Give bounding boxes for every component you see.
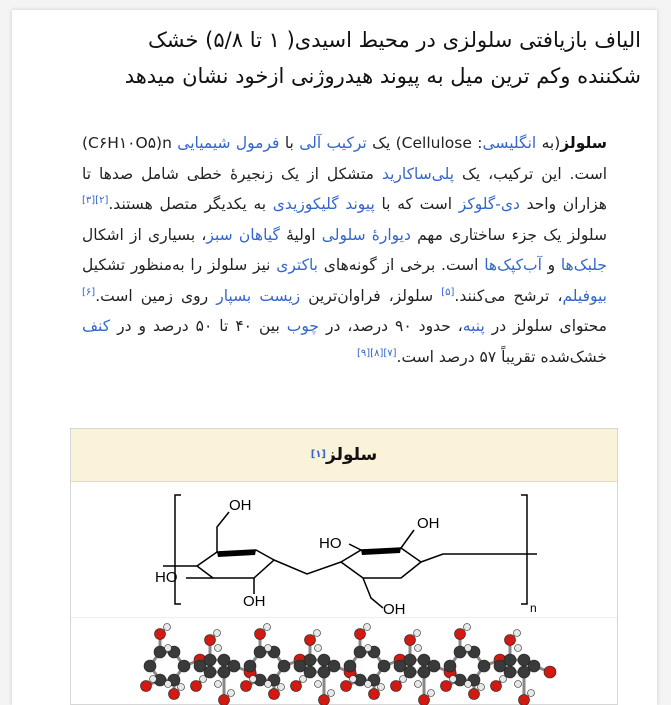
- model-atom: [464, 624, 471, 631]
- link-d-glucose[interactable]: دی-گلوکز: [458, 195, 520, 213]
- right-bracket: [521, 495, 527, 604]
- model-atom: [205, 635, 216, 646]
- label-subscript-n: n: [530, 601, 537, 615]
- reference-link[interactable]: [۵]: [441, 286, 455, 298]
- article-text: خشک‌شده تقریباً ۵۷ درصد است.: [396, 347, 607, 366]
- model-atom: [218, 666, 230, 678]
- article-text: متشکل از یک زنجیرهٔ خطی شامل صدها تا هزاران واحد: [82, 164, 607, 213]
- model-atom: [504, 654, 516, 666]
- model-atom: [278, 660, 290, 672]
- article-paragraph: [82, 128, 607, 372]
- label-oh-top-right: OH: [417, 515, 440, 532]
- label-ho-left: HO: [155, 569, 178, 586]
- model-atom: [250, 676, 257, 683]
- article-term: سلولز: [560, 134, 608, 152]
- model-atom: [191, 681, 202, 692]
- model-atom: [215, 645, 222, 652]
- model-atom: [355, 629, 366, 640]
- article-text: است. برخی از گونه‌های: [318, 256, 485, 274]
- model-atom: [378, 660, 390, 672]
- structure-formula-svg: [71, 482, 617, 617]
- model-atom: [219, 695, 230, 705]
- model-atom: [454, 646, 466, 658]
- model-atom: [465, 645, 472, 652]
- model-atom: [354, 646, 366, 658]
- article-text: (به: [536, 134, 561, 152]
- link-oomycetes[interactable]: آب‌کپک‌ها: [484, 256, 542, 274]
- model-atom: [391, 681, 402, 692]
- model-atom: [344, 660, 356, 672]
- chain-bond-right: [421, 554, 537, 562]
- article-text: سلولز یک جزء ساختاری مهم: [410, 225, 607, 244]
- model-atom: [469, 689, 480, 700]
- model-atom: [178, 660, 190, 672]
- label-oh-top-left: OH: [229, 497, 252, 514]
- model-atom: [444, 660, 456, 672]
- link-hemp[interactable]: کنف: [82, 317, 111, 335]
- model-atom: [419, 695, 430, 705]
- link-cotton[interactable]: پنبه: [462, 317, 485, 335]
- article-text: بین ۴۰ تا ۵۰ درصد و در: [110, 317, 287, 335]
- model-atom: [415, 681, 422, 688]
- ch2oh-bond-right: [363, 578, 383, 608]
- model-atom: [200, 676, 207, 683]
- link-polysaccharide[interactable]: پلی‌ساکارید: [381, 164, 455, 183]
- link-biofilm[interactable]: بیوفیلم: [562, 286, 607, 305]
- label-ho-mid: HO: [319, 535, 342, 552]
- model-atom: [141, 681, 152, 692]
- model-atom: [418, 666, 430, 678]
- glycosidic-link: [274, 560, 341, 574]
- left-bracket: [175, 495, 181, 604]
- page-frame: [12, 10, 657, 705]
- model-atom: [164, 624, 171, 631]
- model-atom: [369, 689, 380, 700]
- infobox: [70, 428, 618, 705]
- model-atom: [519, 695, 530, 705]
- model-atom: [478, 660, 490, 672]
- cellulose-structure-diagram: [71, 482, 617, 617]
- model-atom: [269, 689, 280, 700]
- model-atom: [455, 629, 466, 640]
- model-atom: [414, 630, 421, 637]
- article-text: و: [541, 256, 561, 274]
- model-atom: [204, 666, 216, 678]
- question-line-2: شکننده وکم ترین میل به پیوند هیدروژنی ازخود نشان میدهد: [124, 64, 641, 88]
- model-atom: [155, 629, 166, 640]
- model-atom: [150, 676, 157, 683]
- model-atom: [514, 630, 521, 637]
- question-text: [30, 22, 641, 94]
- link-english[interactable]: انگلیسی: [482, 134, 537, 152]
- model-atom: [291, 681, 302, 692]
- model-atom: [215, 681, 222, 688]
- model-atom: [365, 681, 372, 688]
- article-text: سلولز، فراوان‌ترین: [300, 286, 442, 305]
- model-atom: [169, 689, 180, 700]
- model-atom: [504, 666, 516, 678]
- question-line-1: الیاف بازیافتی سلولزی در محیط اسیدی( ۱ تا ۵/۸) خشک: [147, 28, 641, 52]
- model-atom: [465, 681, 472, 688]
- article-text: روی زمین است.: [95, 286, 217, 305]
- link-glycosidic-bond[interactable]: پیوند گلیکوزیدی: [272, 195, 375, 213]
- model-atom: [404, 654, 416, 666]
- model-atom: [405, 635, 416, 646]
- article-text: است. این ترکیب، یک: [454, 164, 607, 183]
- model-atom: [505, 635, 516, 646]
- article-text: است که با: [374, 195, 459, 213]
- ball-stick-model-svg: [71, 618, 617, 705]
- model-atom: [350, 676, 357, 683]
- link-bacteria[interactable]: باکتری: [276, 256, 318, 274]
- model-atom: [478, 684, 485, 691]
- model-atom: [328, 690, 335, 697]
- model-atom: [404, 666, 416, 678]
- model-atom: [244, 660, 256, 672]
- model-atom: [491, 681, 502, 692]
- article-text: ، بسیاری از اشکال: [82, 225, 207, 244]
- reference-link[interactable]: [۷][۸][۹]: [356, 347, 397, 359]
- link-algae[interactable]: جلبک‌ها: [560, 256, 607, 274]
- model-atom: [450, 676, 457, 683]
- model-atom: [315, 681, 322, 688]
- model-atom: [400, 676, 407, 683]
- model-atom: [314, 630, 321, 637]
- label-oh-bottom-right: OH: [383, 601, 406, 617]
- model-atom: [241, 681, 252, 692]
- model-atom: [441, 681, 452, 692]
- link-cell-wall[interactable]: دیوارهٔ سلولی: [321, 225, 411, 244]
- model-atom: [254, 646, 266, 658]
- model-atom: [500, 676, 507, 683]
- cellulose-ball-stick-model: [71, 617, 617, 705]
- article-text: با: [279, 134, 300, 152]
- model-atom: [214, 630, 221, 637]
- model-atom: [319, 695, 330, 705]
- model-atom: [165, 645, 172, 652]
- model-atom: [264, 624, 271, 631]
- model-atom: [265, 681, 272, 688]
- article-text: اولیهٔ: [279, 225, 322, 244]
- model-atom: [341, 681, 352, 692]
- link-chemical-formula[interactable]: فرمول شیمیایی: [177, 134, 280, 152]
- model-atom: [415, 645, 422, 652]
- model-atom: [255, 629, 266, 640]
- article-text: ، حدود ۹۰ درصد، در: [318, 317, 463, 335]
- model-atom: [165, 681, 172, 688]
- model-atom: [515, 681, 522, 688]
- article-text: نیز سلولز را به‌منظور تشکیل: [82, 256, 277, 274]
- model-atom: [544, 666, 556, 678]
- reference-link[interactable]: [۶]: [82, 286, 96, 298]
- model-atom: [515, 645, 522, 652]
- model-atom: [178, 684, 185, 691]
- label-oh-bottom-left: OH: [243, 593, 266, 610]
- model-atom: [154, 646, 166, 658]
- model-atom: [144, 660, 156, 672]
- oh-bond-right-top: [401, 530, 414, 548]
- model-atom: [518, 666, 530, 678]
- model-atom: [304, 654, 316, 666]
- model-atom: [378, 684, 385, 691]
- infobox-reference-link[interactable]: [۱]: [310, 449, 326, 460]
- model-atom: [365, 645, 372, 652]
- link-wood[interactable]: چوب: [286, 317, 319, 335]
- chemical-formula: (C۶H۱۰O۵)n: [82, 134, 172, 152]
- link-organic-compound[interactable]: ترکیب آلی: [299, 134, 367, 152]
- reference-link[interactable]: [۲][۳]: [82, 194, 109, 206]
- link-green-plants[interactable]: گیاهان سبز: [206, 225, 280, 244]
- link-biopolymer[interactable]: زیست بسپار: [216, 286, 301, 305]
- article-text: محتوای سلولز در: [484, 317, 607, 335]
- model-atom: [278, 684, 285, 691]
- model-atom: [305, 635, 316, 646]
- model-atom: [228, 690, 235, 697]
- model-atom: [364, 624, 371, 631]
- model-atom: [428, 690, 435, 697]
- article-text: ، ترشح می‌کنند.: [454, 286, 563, 305]
- model-atom: [304, 666, 316, 678]
- ch2oh-bond-left: [217, 512, 229, 552]
- model-atom: [315, 645, 322, 652]
- infobox-title: [71, 429, 617, 482]
- infobox-title-text: سلولز: [326, 445, 378, 465]
- model-atom: [318, 666, 330, 678]
- article-text: : Cellulose) یک: [366, 134, 483, 152]
- article-text: به یکدیگر متصل هستند.: [108, 195, 273, 213]
- model-atom: [204, 654, 216, 666]
- model-atom: [300, 676, 307, 683]
- ho-bond-right: [349, 544, 361, 550]
- model-atom: [528, 690, 535, 697]
- model-atom: [265, 645, 272, 652]
